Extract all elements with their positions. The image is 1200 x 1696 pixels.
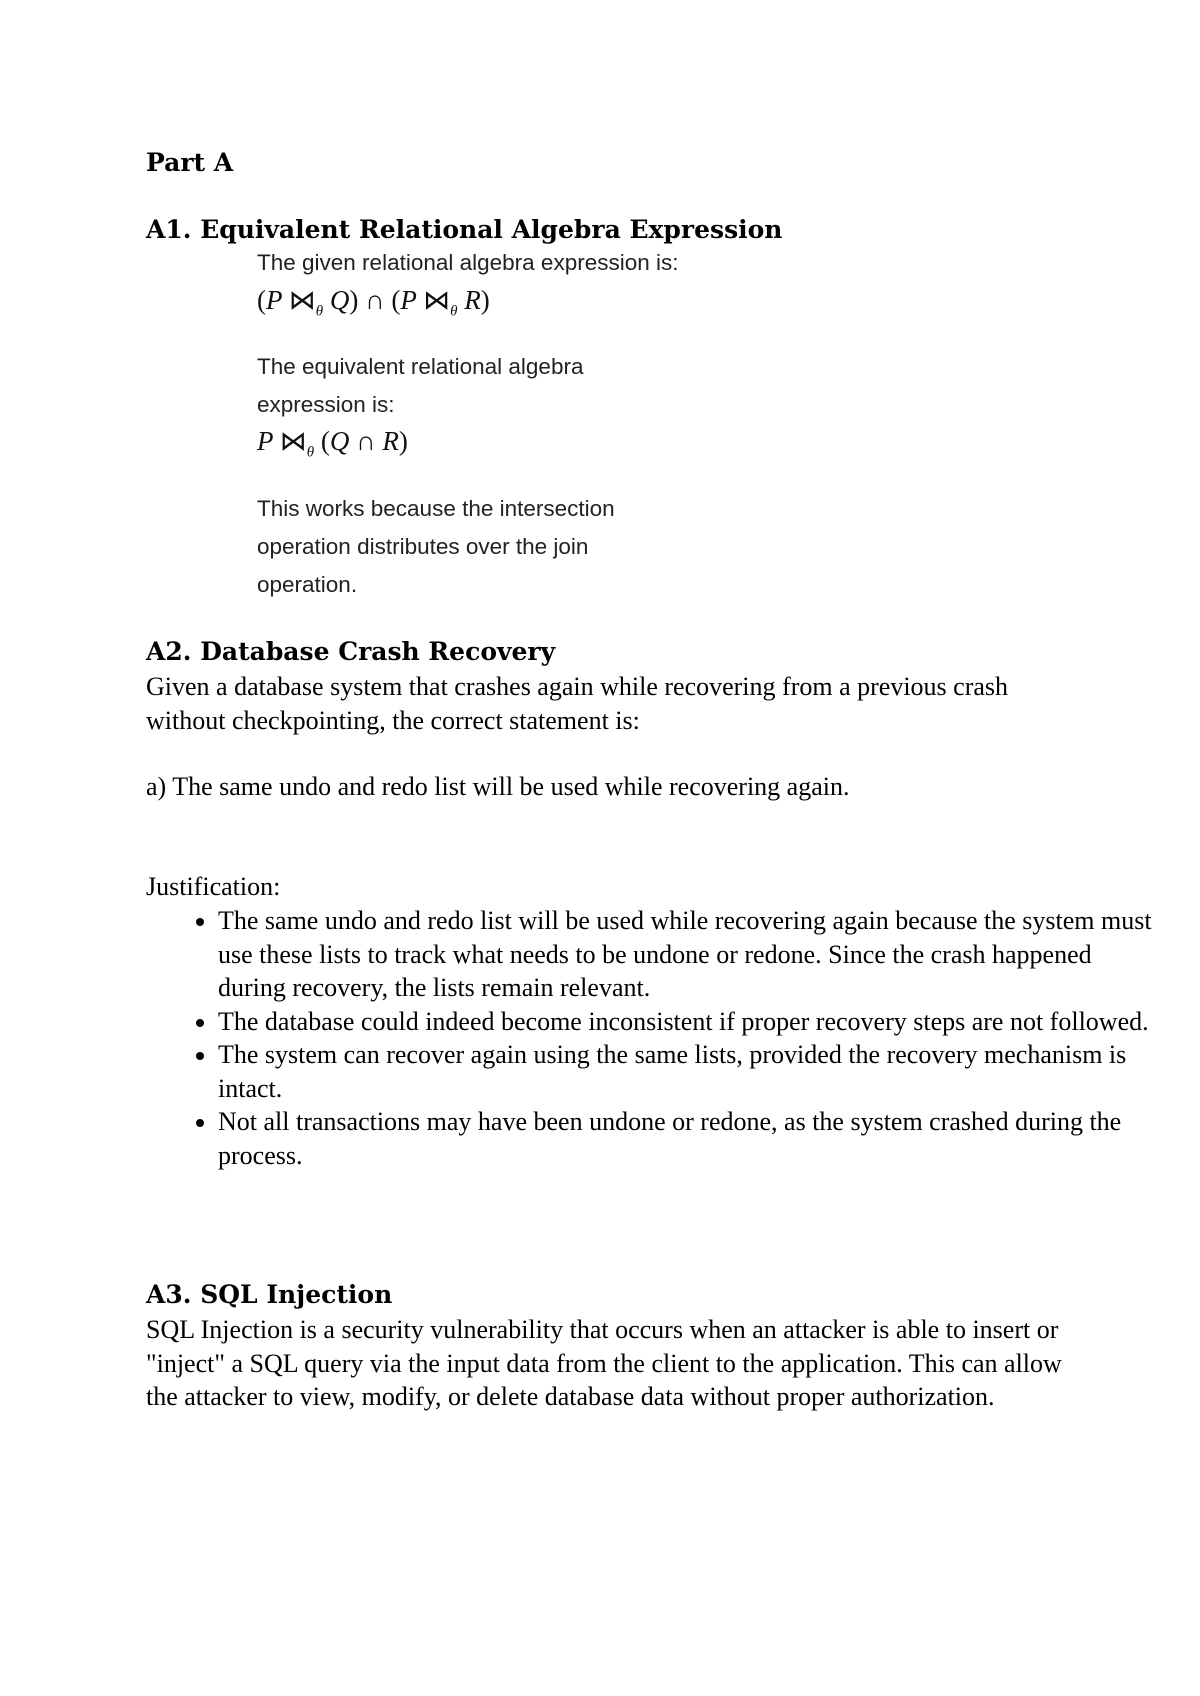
a1-equiv-expression: P $⋈_\theta$ (Q ∩ R) [257, 426, 408, 461]
a2-answer: a) The same undo and redo list will be used while recovering again. [146, 772, 850, 801]
a1-given-expression: (P $⋈_\theta$ Q) ∩ (P $⋈_\theta$ R) [257, 285, 490, 320]
a3-paragraph: SQL Injection is a security vulnerability that occurs when an attacker is able to insert or "inject" a SQL query via the input data from the client to the application. This can allow the attacker to view, modify, or delete database data without proper authorization. [146, 1315, 1062, 1411]
list-item: • The same undo and redo list will be used while recovering again because the system must use these lists to track what needs to be undone or redone. Since the crash happened during recovery, the lists remain relevant. [218, 904, 1158, 1005]
a2-justification-label: Justification: [146, 872, 281, 901]
part-title: Part A [146, 148, 234, 177]
a1-given-label: The given relational algebra expression is: [257, 250, 679, 275]
a2-heading: A2. Database Crash Recovery [146, 637, 556, 666]
list-item: • The system can recover again using the same lists, provided the recovery mechanism is intact. [218, 1038, 1158, 1105]
a1-equiv-label-line1: The equivalent relational algebra [257, 354, 584, 379]
list-item: • Not all transactions may have been undone or redone, as the system crashed during the process. [218, 1105, 1158, 1172]
a2-justification-list [146, 904, 1158, 1172]
a2-paragraph: Given a database system that crashes again while recovering from a previous crash without checkpointing, the correct statement is: [146, 672, 1009, 735]
a1-explain-line2: operation distributes over the join [257, 534, 589, 559]
a1-explain-line3: operation. [257, 572, 358, 597]
a1-explain-line1: This works because the intersection [257, 496, 615, 521]
list-item: • The database could indeed become inconsistent if proper recovery steps are not followed. [218, 1005, 1158, 1039]
a1-equiv-label-line2: expression is: [257, 392, 395, 417]
a1-heading: A1. Equivalent Relational Algebra Expression [146, 215, 783, 244]
a3-heading: A3. SQL Injection [146, 1280, 393, 1309]
